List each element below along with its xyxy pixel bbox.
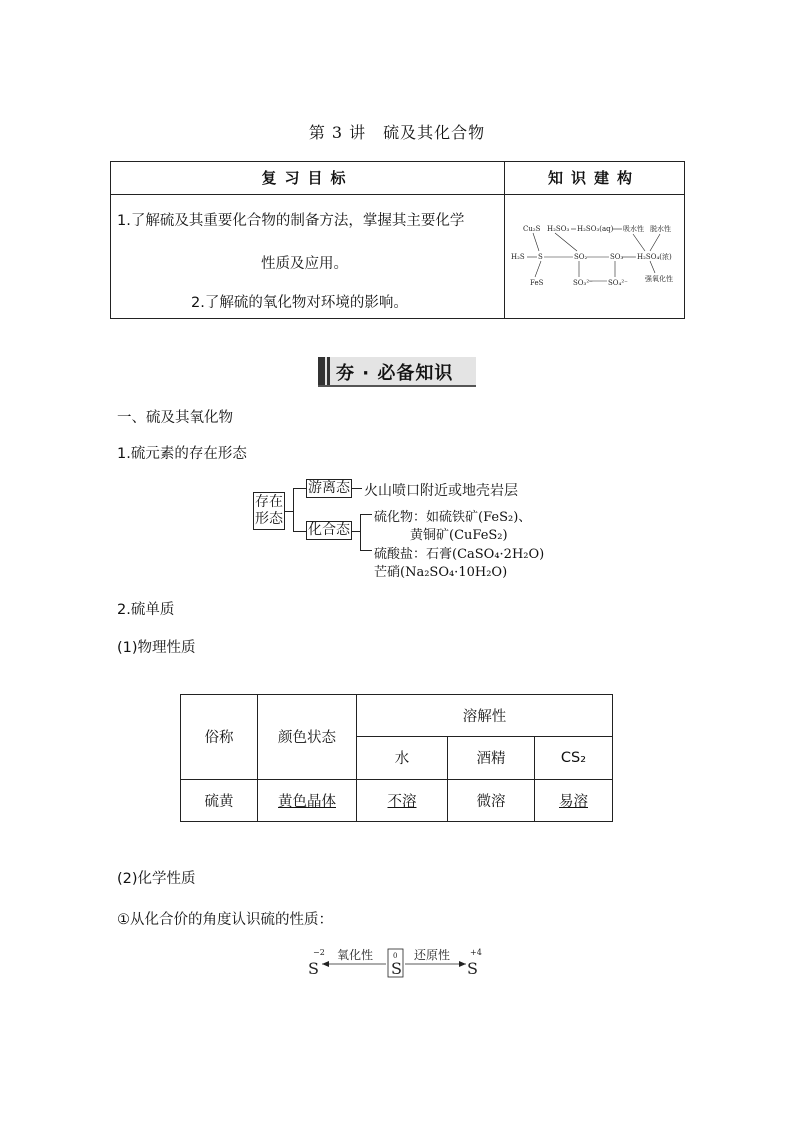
td-cs2: 易溶 — [559, 793, 588, 810]
free-state-desc: 火山喷口附近或地壳岩层 — [364, 483, 518, 499]
kd-fes: FeS — [530, 279, 544, 287]
kd-s: S — [538, 253, 543, 261]
root-line-2: 形态 — [255, 511, 283, 527]
free-state-box: 游离态 — [308, 480, 350, 496]
td-color: 黄色晶体 — [278, 793, 336, 810]
th-water: 水 — [357, 737, 448, 779]
valence-diagram — [300, 944, 490, 980]
td-name: 硫黄 — [181, 779, 258, 821]
th-alcohol: 酒精 — [448, 737, 535, 779]
banner-underline — [318, 385, 476, 387]
kd-h2so3aq: H₂SO₃(aq) — [577, 225, 614, 233]
review-goals-header: 复习目标 — [111, 162, 504, 195]
sulfide-line-1: 硫化物：如硫铁矿(FeS₂)、 — [374, 510, 532, 525]
combined-vertical — [360, 514, 361, 550]
valence-left-s: S — [308, 959, 319, 978]
valence-left-v: −2 — [313, 948, 325, 957]
heading-sulfur-oxides: 一、硫及其氧化物 — [117, 410, 233, 426]
goal-2: 2.了解硫的氧化物对环境的影响。 — [191, 295, 408, 311]
heading-valence-view: ①从化合价的角度认识硫的性质： — [117, 912, 333, 928]
heading-physical-properties: (1)物理性质 — [117, 640, 196, 656]
branch-vertical — [293, 488, 294, 531]
branch-combined — [293, 531, 306, 532]
knowledge-structure-header: 知识建构 — [504, 162, 684, 195]
knowledge-structure-diagram — [505, 217, 680, 292]
kd-so2: SO₂ — [574, 253, 588, 261]
heading-existence: 1.硫元素的存在形态 — [117, 446, 247, 462]
valence-right-v: +4 — [470, 948, 482, 957]
kd-cu2s: Cu₂S — [523, 225, 541, 233]
existence-root-box — [253, 492, 285, 530]
goal-1-line-2: 性质及应用。 — [261, 256, 348, 272]
kd-so3: SO₃ — [610, 253, 624, 261]
td-alcohol: 微溶 — [448, 779, 535, 821]
th-name: 俗称 — [181, 695, 258, 780]
kd-h2s: H₂S — [511, 253, 525, 261]
th-solubility: 溶解性 — [357, 695, 613, 737]
combined-connector — [352, 531, 360, 532]
label-oxidizing: 氧化性 — [337, 948, 374, 962]
kd-so4-2: SO₄²⁻ — [608, 279, 628, 287]
banner-bar — [318, 357, 325, 385]
banner-text: 夯 · 必备知识 — [336, 363, 454, 384]
th-cs2: CS₂ — [535, 737, 613, 779]
branch-free — [293, 488, 306, 489]
root-line-1: 存在 — [255, 494, 283, 510]
free-connector — [352, 488, 362, 489]
kd-tuoshui: 脱水性 — [650, 225, 671, 233]
valence-right-s: S — [467, 959, 478, 978]
sulfate-line-1: 硫酸盐：石膏(CaSO₄·2H₂O) — [374, 547, 545, 562]
combined-state-box: 化合态 — [308, 522, 350, 538]
kd-h2so4: H₂SO₄(浓) — [637, 253, 672, 261]
valence-mid-v: 0 — [393, 952, 398, 960]
banner-bar-thin — [327, 357, 330, 385]
kd-h2so3: H₂SO₃ — [547, 225, 570, 233]
td-water: 不溶 — [387, 793, 417, 810]
label-reducing: 还原性 — [414, 948, 451, 962]
physical-properties-table — [180, 694, 613, 822]
heading-chemical-properties: (2)化学性质 — [117, 871, 196, 887]
goal-1-line-1: 1.了解硫及其重要化合物的制备方法，掌握其主要化学 — [117, 213, 465, 229]
section-banner — [318, 357, 476, 385]
heading-sulfur-element: 2.硫单质 — [117, 602, 175, 618]
valence-mid-s: S — [391, 959, 402, 978]
sulfate-connector — [360, 550, 372, 551]
page-title: 第 3 讲 硫及其化合物 — [308, 123, 486, 142]
sulfide-connector — [360, 514, 372, 515]
sulfate-line-2: 芒硝(Na₂SO₄·10H₂O) — [374, 565, 508, 580]
kd-so3-2: SO₃²⁻ — [573, 279, 593, 287]
th-color: 颜色状态 — [258, 695, 357, 780]
branch-stem — [285, 511, 293, 512]
kd-xishui: 吸水性 — [623, 225, 644, 233]
kd-qiangyang: 强氧化性 — [645, 275, 673, 283]
sulfide-line-2: 黄铜矿(CuFeS₂) — [410, 528, 508, 543]
